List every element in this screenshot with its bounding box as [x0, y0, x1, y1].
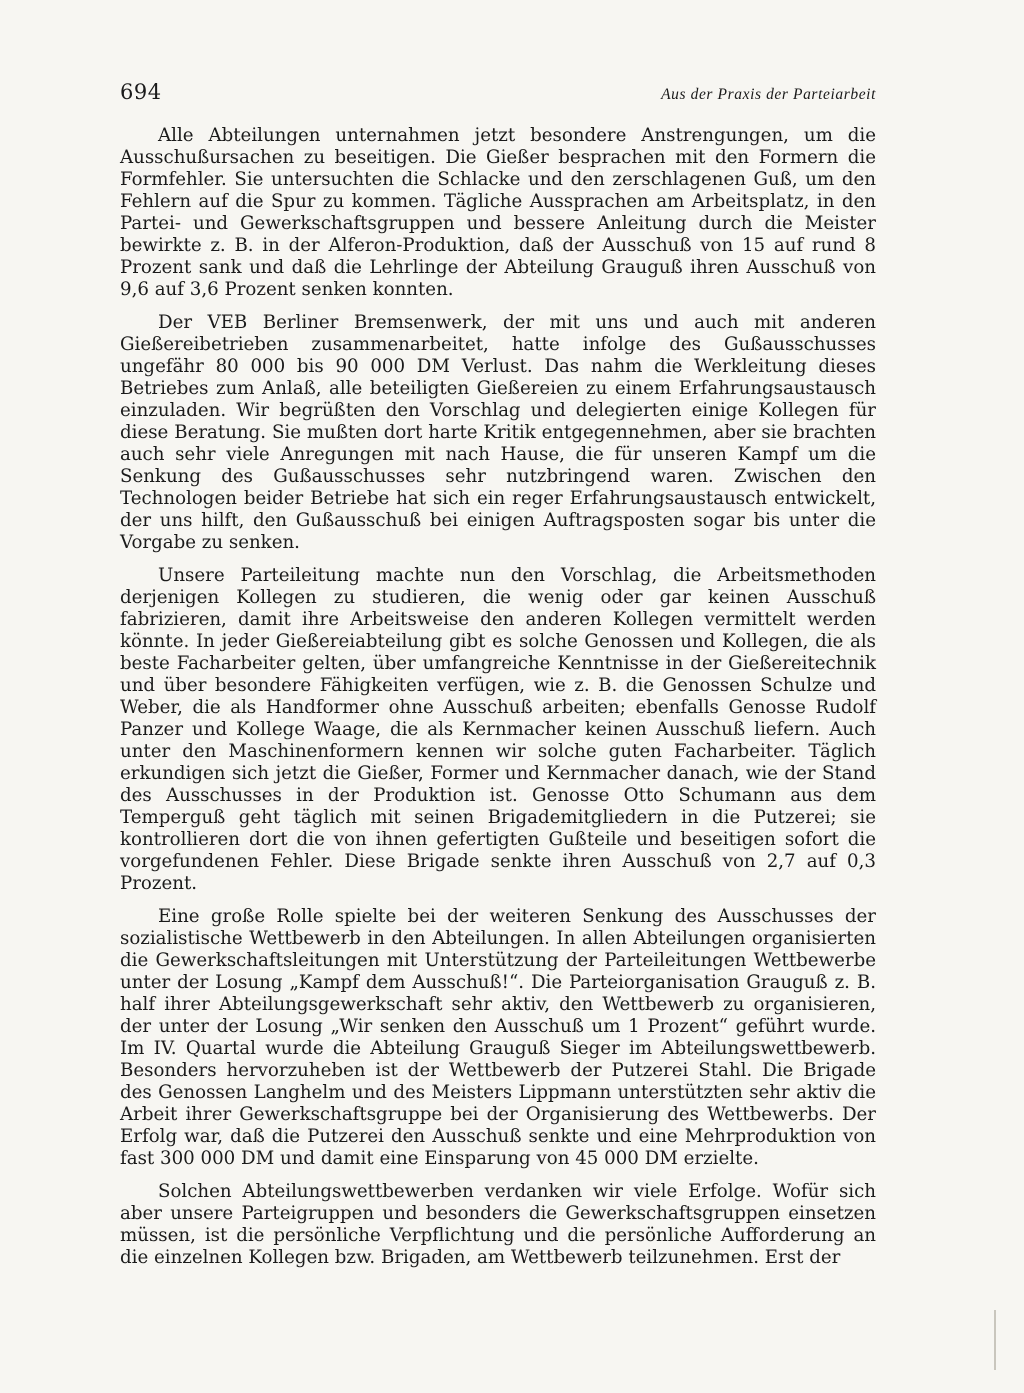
body-text [120, 125, 876, 1280]
paragraph-5: Solchen Abteilungswettbewerben verdanken wir viele Erfolge. Wofür sich aber unsere Parteigruppen und besonders die Gewerkschaftsgruppen einsetzen müssen, ist die persönliche Verpflichtung und die persönliche Aufforderung an die einzelnen Kollegen bzw. Brigaden, am Wettbewerb teilzunehmen. Erst der [120, 1181, 876, 1268]
paragraph-4: Eine große Rolle spielte bei der weiteren Senkung des Ausschusses der sozialistische Wettbewerb in den Abteilungen. In allen Abteilungen organisierten die Gewerkschaftsleitungen mit Unterstützung der Parteileitungen Wettbewerbe unter der Losung „Kampf dem Ausschuß!“. Die Parteiorganisation Grauguß z. B. half ihrer Abteilungsgewerkschaft sehr aktiv, den Wettbewerb zu organisieren, der unter der Losung „Wir senken den Ausschuß um 1 Prozent“ geführt wurde. Im IV. Quartal wurde die Abteilung Grauguß Sieger im Abteilungswettbewerb. Besonders hervorzuheben ist der Wettbewerb der Putzerei Stahl. Die Brigade des Genossen Langhelm und des Meisters Lippmann unterstützten sehr aktiv die Arbeit ihrer Gewerkschaftsgruppe bei der Organisierung des Wettbewerbs. Der Erfolg war, daß die Putzerei den Ausschuß senkte und eine Mehrproduktion von fast 300 000 DM und damit eine Einsparung von 45 000 DM erzielte. [120, 906, 876, 1169]
paragraph-3: Unsere Parteileitung machte nun den Vorschlag, die Arbeitsmethoden derjenigen Kollegen zu studieren, die wenig oder gar keinen Ausschuß fabrizieren, damit ihre Arbeitsweise den anderen Kollegen vermittelt werden könnte. In jeder Gießereiabteilung gibt es solche Genossen und Kollegen, die als beste Facharbeiter gelten, über umfangreiche Kenntnisse in der Gießereitechnik und über besondere Fähigkeiten verfügen, wie z. B. die Genossen Schulze und Weber, die als Handformer ohne Ausschuß arbeiten; ebenfalls Genosse Rudolf Panzer und Kollege Waage, die als Kernmacher keinen Ausschuß liefern. Auch unter den Maschinenformern kennen wir solche guten Facharbeiter. Täglich erkundigen sich jetzt die Gießer, Former und Kernmacher danach, wie der Stand des Ausschusses in der Produktion ist. Genosse Otto Schumann aus dem Temperguß geht täglich mit seinen Brigademitgliedern in die Putzerei; sie kontrollieren dort die von ihnen gefertigten Gußteile und beseitigen sofort die vorgefundenen Fehler. Diese Brigade senkte ihren Ausschuß von 2,7 auf 0,3 Prozent. [120, 565, 876, 894]
paragraph-1: Alle Abteilungen unternahmen jetzt besondere Anstrengungen, um die Ausschußursachen zu beseitigen. Die Gießer besprachen mit den Formern die Formfehler. Sie untersuchten die Schlacke und den zerschlagenen Guß, um den Fehlern auf die Spur zu kommen. Tägliche Aussprachen am Arbeitsplatz, in den Partei- und Gewerkschaftsgruppen und bessere Anleitung durch die Meister bewirkte z. B. in der Alferon-Produktion, daß der Ausschuß von 15 auf rund 8 Prozent sank und daß die Lehrlinge der Abteilung Grauguß ihren Ausschuß von 9,6 auf 3,6 Prozent senken konnten. [120, 125, 876, 300]
scan-edge-mark [994, 1310, 996, 1370]
page-number: 694 [120, 80, 162, 104]
paragraph-2: Der VEB Berliner Bremsenwerk, der mit uns und auch mit anderen Gießereibetrieben zusammenarbeitet, hatte infolge des Gußausschusses ungefähr 80 000 bis 90 000 DM Verlust. Das nahm die Werkleitung dieses Betriebes zum Anlaß, alle beteiligten Gießereien zu einem Erfahrungsaustausch einzuladen. Wir begrüßten den Vorschlag und delegierten einige Kollegen für diese Beratung. Sie mußten dort harte Kritik entgegennehmen, aber sie brachten auch sehr viele Anregungen mit nach Hause, die für unseren Kampf um die Senkung des Gußausschusses sehr nutzbringend waren. Zwischen den Technologen beider Betriebe hat sich ein reger Erfahrungsaustausch entwickelt, der uns hilft, den Gußausschuß bei einigen Auftragsposten sogar bis unter die Vorgabe zu senken. [120, 312, 876, 553]
running-title: Aus der Praxis der Parteiarbeit [661, 86, 876, 103]
